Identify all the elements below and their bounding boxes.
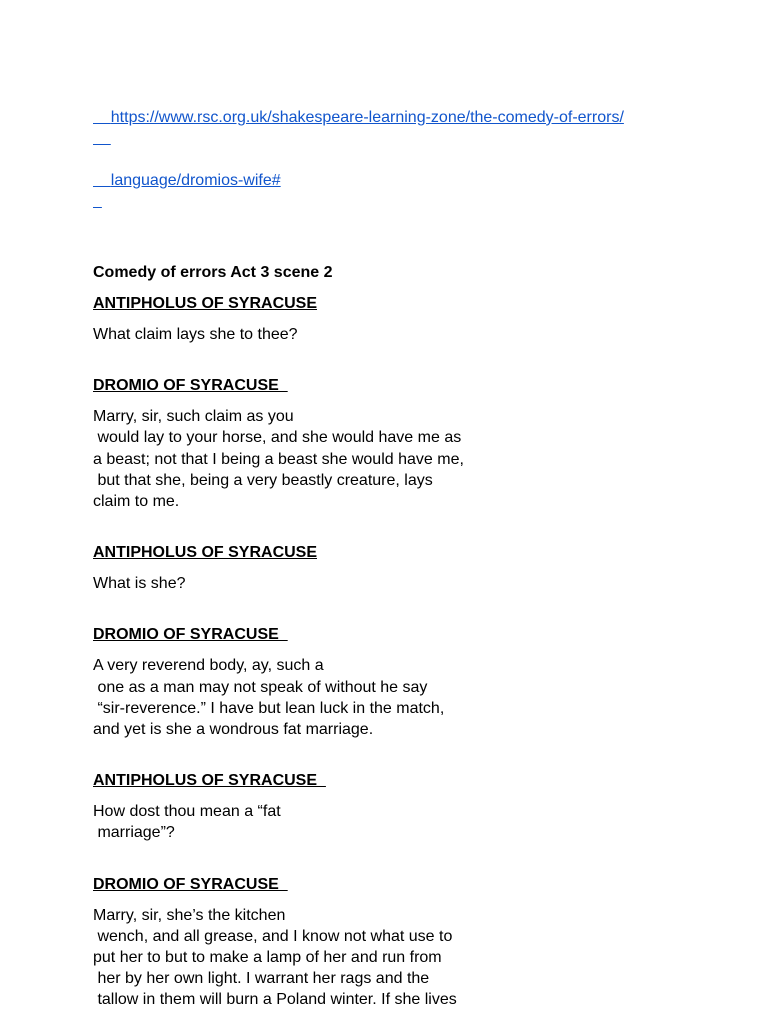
speech-line: her by her own light. I warrant her rags and the [93,970,430,988]
speech-line: claim to me. [93,493,180,511]
speaker-heading: DROMIO OF SYRACUSE [93,626,288,644]
speaker-heading: DROMIO OF SYRACUSE [93,875,288,893]
source-link[interactable] [93,86,733,212]
document-title: Comedy of errors Act 3 scene 2 [93,264,333,281]
speech-line: a beast; not that I being a beast she would have me, [93,450,464,468]
speech-line: one as a man may not speak of without he say [93,678,428,696]
speech-line: and yet is she a wondrous fat marriage. [93,721,374,739]
speech-line: How dost thou mean a “fat [93,803,281,821]
speech-line: Marry, sir, she’s the kitchen [93,906,286,924]
speaker-heading: DROMIO OF SYRACUSE [93,377,288,395]
speech-line: wench, and all grease, and I know not what use to [93,927,453,945]
speaker-heading: ANTIPHOLUS OF SYRACUSE [93,295,318,312]
source-link-line-1[interactable]: https://www.rsc.org.uk/shakespeare-learning-zone/the-comedy-of-errors/ [110,109,624,126]
speaker-heading: ANTIPHOLUS OF SYRACUSE [93,772,326,790]
speech-line: A very reverend body, ay, such a [93,657,324,675]
speech-line: would lay to your horse, and she would have me as [93,429,462,447]
speech-line: tallow in them will burn a Poland winter. If she lives [93,991,457,1009]
document-page [93,86,733,1011]
speech-line: marriage”? [93,824,175,842]
source-link-line-2[interactable]: language/dromios-wife# [110,172,281,189]
speech-line: What claim lays she to thee? [93,326,298,343]
speech-line: Marry, sir, such claim as you [93,408,294,426]
speaker-heading: ANTIPHOLUS OF SYRACUSE [93,544,318,562]
speech-line: “sir-reverence.” I have but lean luck in the match, [93,699,445,717]
speech-line: put her to but to make a lamp of her and run from [93,949,442,967]
speech-line: What is she? [93,575,186,593]
speech-line: but that she, being a very beastly creature, lays [93,471,433,489]
